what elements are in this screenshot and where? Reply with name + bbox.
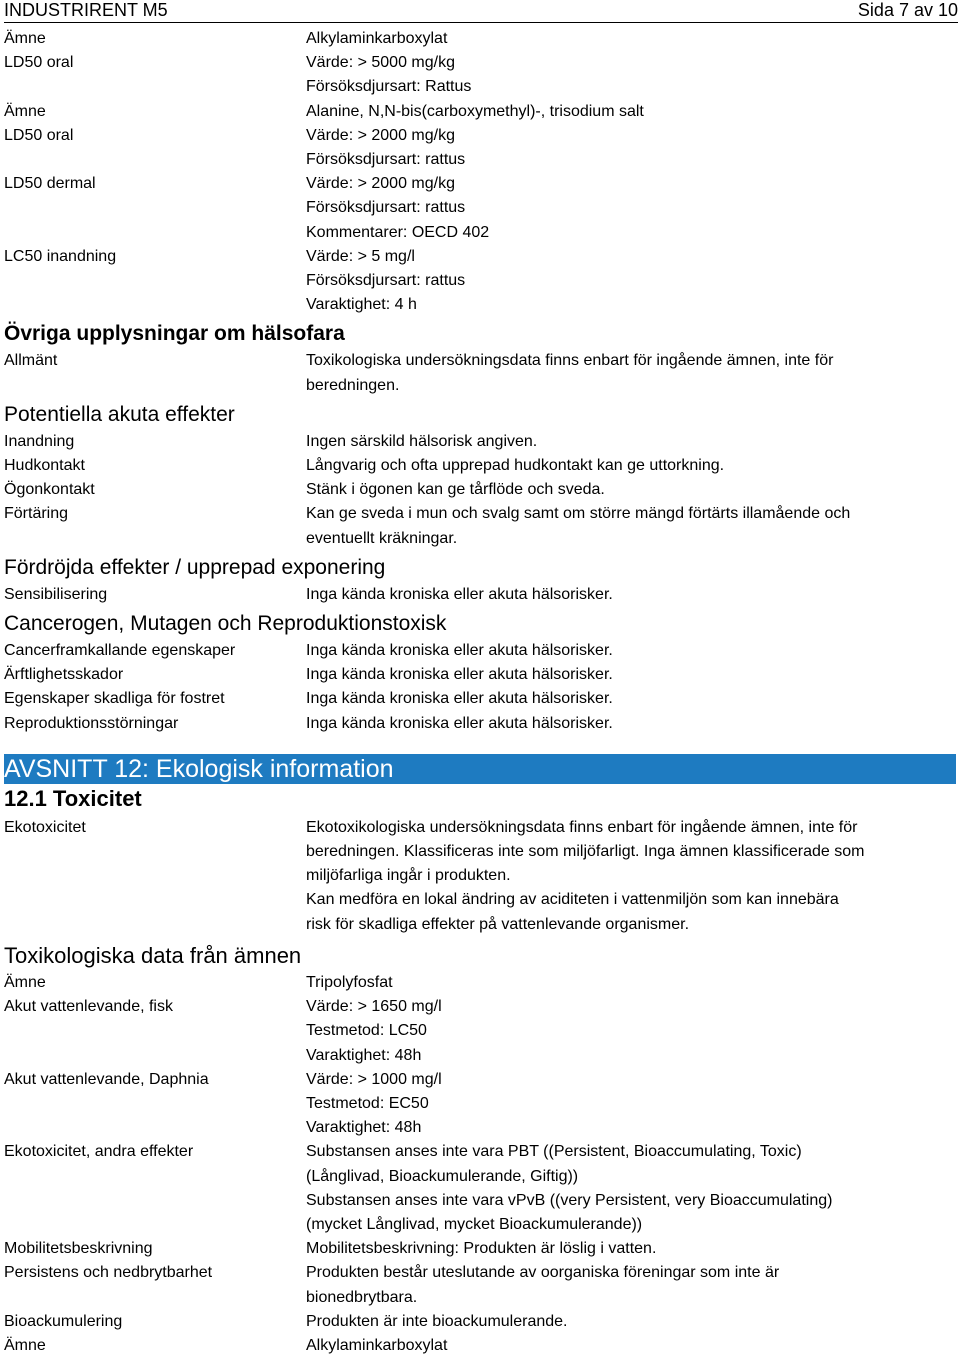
row-value xyxy=(306,245,956,318)
value-line: Toxikologiska undersökningsdata finns enbart för ingående ämnen, inte för xyxy=(306,352,834,370)
value-line: beredningen. Klassificeras inte som miljöfarligt. Inga ämnen klassificerade som xyxy=(306,843,865,861)
row-value xyxy=(306,583,956,607)
value-line: Ingen särskild hälsorisk angiven. xyxy=(306,432,538,450)
section-12-title: AVSNITT 12: Ekologisk information xyxy=(4,754,956,784)
data-row xyxy=(4,430,956,454)
value-line: Inga kända kroniska eller akuta hälsorisker. xyxy=(306,642,613,660)
value-line: Testmetod: EC50 xyxy=(306,1094,429,1112)
row-label: Akut vattenlevande, Daphnia xyxy=(4,1070,209,1088)
tox-data-heading: Toxikologiska data från ämnen xyxy=(4,942,302,968)
row-value xyxy=(306,663,956,687)
row-label: Ärftlighetsskador xyxy=(4,666,124,684)
value-line: Inga kända kroniska eller akuta hälsorisker. xyxy=(306,585,613,603)
product-name: INDUSTRIRENT M5 xyxy=(4,0,168,20)
row-value xyxy=(306,1310,956,1334)
value-line: Värde: > 1000 mg/l xyxy=(306,1070,442,1088)
row-value xyxy=(306,712,956,736)
value-line: Försöksdjursart: rattus xyxy=(306,199,466,217)
value-line: risk för skadliga effekter på vattenlevande organismer. xyxy=(306,915,690,933)
data-row xyxy=(4,349,956,397)
data-row xyxy=(4,687,956,711)
value-line: Varaktighet: 4 h xyxy=(306,296,417,314)
value-line: Alanine, N,N-bis(carboxymethyl)-, trisodium salt xyxy=(306,102,644,120)
row-label: Cancerframkallande egenskaper xyxy=(4,642,236,660)
row-value xyxy=(306,1068,956,1141)
value-line: Kan medföra en lokal ändring av aciditeten i vattenmiljön som kan innebära xyxy=(306,891,839,909)
value-line: (mycket Långlivad, mycket Bioackumulerande)) xyxy=(306,1215,643,1233)
value-line: Tripolyfosfat xyxy=(306,973,393,991)
value-line: Värde: > 2000 mg/kg xyxy=(306,126,455,144)
data-row xyxy=(4,51,956,99)
data-row xyxy=(4,478,956,502)
value-line: Varaktighet: 48h xyxy=(306,1046,422,1064)
value-line: Kommentarer: OECD 402 xyxy=(306,223,490,241)
row-label: Ekotoxicitet xyxy=(4,818,86,836)
data-row xyxy=(4,100,956,124)
data-row xyxy=(4,245,956,318)
data-row xyxy=(4,454,956,478)
ovriga-heading: Övriga upplysningar om hälsofara xyxy=(4,322,345,346)
row-label: LC50 inandning xyxy=(4,247,117,265)
akuta-rows xyxy=(4,430,956,551)
toxicitet-subheading: 12.1 Toxicitet xyxy=(4,785,142,811)
value-line: (Långlivad, Bioackumulerande, Giftig)) xyxy=(306,1167,579,1185)
value-line: Inga kända kroniska eller akuta hälsorisker. xyxy=(306,666,613,684)
row-label: LD50 oral xyxy=(4,126,74,144)
fordrojda-rows xyxy=(4,583,956,607)
row-label: Mobilitetsbeskrivning xyxy=(4,1240,153,1258)
row-value xyxy=(306,51,956,99)
row-label: Hudkontakt xyxy=(4,457,85,475)
ovriga-rows xyxy=(4,349,956,397)
row-value xyxy=(306,816,956,937)
value-line: Försöksdjursart: rattus xyxy=(306,272,466,290)
row-value xyxy=(306,1237,956,1261)
value-line: Inga kända kroniska eller akuta hälsorisker. xyxy=(306,714,613,732)
value-line: Långvarig och ofta upprepad hudkontakt kan ge uttorkning. xyxy=(306,457,725,475)
page-header xyxy=(4,0,958,23)
value-line: Inga kända kroniska eller akuta hälsorisker. xyxy=(306,690,613,708)
row-value xyxy=(306,349,956,397)
cancerogen-rows xyxy=(4,639,956,736)
value-line: Produkten är inte bioackumulerande. xyxy=(306,1312,568,1330)
row-label: Bioackumulering xyxy=(4,1312,123,1330)
value-line: beredningen. xyxy=(306,376,400,394)
row-value xyxy=(306,1140,956,1237)
data-row xyxy=(4,1334,956,1358)
value-line: Alkylaminkarboxylat xyxy=(306,1336,448,1354)
value-line: Värde: > 5000 mg/kg xyxy=(306,54,455,72)
value-line: Försöksdjursart: Rattus xyxy=(306,78,472,96)
fordrojda-heading: Fördröjda effekter / upprepad exponering xyxy=(4,555,386,579)
value-line: bionedbrytbara. xyxy=(306,1288,418,1306)
row-label: Inandning xyxy=(4,432,75,450)
row-label: Ämne xyxy=(4,973,46,991)
data-row xyxy=(4,712,956,736)
row-value xyxy=(306,502,956,550)
row-value xyxy=(306,454,956,478)
value-line: Substansen anses inte vara vPvB ((very Persistent, very Bioaccumulating) xyxy=(306,1191,833,1209)
row-label: Ämne xyxy=(4,30,46,47)
row-value xyxy=(306,27,956,51)
row-value xyxy=(306,100,956,124)
value-line: Stänk i ögonen kan ge tårflöde och sveda. xyxy=(306,481,605,499)
data-row xyxy=(4,663,956,687)
value-line: Testmetod: LC50 xyxy=(306,1022,427,1040)
value-line: eventuellt kräkningar. xyxy=(306,529,458,547)
row-value xyxy=(306,971,956,995)
data-row xyxy=(4,172,956,245)
data-row xyxy=(4,639,956,663)
data-row xyxy=(4,502,956,550)
cancerogen-heading: Cancerogen, Mutagen och Reproduktionstoxisk xyxy=(4,612,447,636)
value-line: Ekotoxikologiska undersökningsdata finns enbart för ingående ämnen, inte för xyxy=(306,818,858,836)
value-line: Försöksdjursart: rattus xyxy=(306,151,466,169)
row-value xyxy=(306,687,956,711)
value-line: Mobilitetsbeskrivning: Produkten är löslig i vatten. xyxy=(306,1240,657,1258)
row-label: Förtäring xyxy=(4,505,69,523)
row-label: Egenskaper skadliga för fostret xyxy=(4,690,225,708)
ekotoxicitet-rows xyxy=(4,816,956,937)
row-value xyxy=(306,1334,956,1358)
value-line: miljöfarliga ingår i produkten. xyxy=(306,867,511,885)
value-line: Värde: > 1650 mg/l xyxy=(306,998,442,1016)
tox-data-rows xyxy=(4,971,956,1358)
data-row xyxy=(4,1261,956,1309)
data-row xyxy=(4,816,956,937)
row-label: Allmänt xyxy=(4,352,58,370)
row-value xyxy=(306,995,956,1068)
row-value xyxy=(306,639,956,663)
row-label: LD50 oral xyxy=(4,54,74,72)
data-row xyxy=(4,1140,956,1237)
row-value xyxy=(306,430,956,454)
value-line: Substansen anses inte vara PBT ((Persistent, Bioaccumulating, Toxic) xyxy=(306,1143,802,1161)
row-value xyxy=(306,124,956,172)
value-line: Värde: > 5 mg/l xyxy=(306,247,415,265)
row-label: Ekotoxicitet, andra effekter xyxy=(4,1143,194,1161)
row-label: Akut vattenlevande, fisk xyxy=(4,998,173,1016)
row-value xyxy=(306,478,956,502)
document-body xyxy=(4,27,956,1358)
substance-toxicity-block xyxy=(4,27,956,317)
value-line: Värde: > 2000 mg/kg xyxy=(306,175,455,193)
row-label: Ämne xyxy=(4,102,46,120)
row-label: LD50 dermal xyxy=(4,175,96,193)
data-row xyxy=(4,583,956,607)
data-row xyxy=(4,1310,956,1334)
value-line: Alkylaminkarboxylat xyxy=(306,30,448,47)
data-row xyxy=(4,124,956,172)
data-row xyxy=(4,995,956,1068)
row-label: Persistens och nedbrytbarhet xyxy=(4,1264,213,1282)
value-line: Produkten består uteslutande av oorganiska föreningar som inte är xyxy=(306,1264,780,1282)
data-row xyxy=(4,971,956,995)
page-number: Sida 7 av 10 xyxy=(857,0,958,20)
row-label: Sensibilisering xyxy=(4,585,108,603)
row-label: Ögonkontakt xyxy=(4,481,95,499)
data-row xyxy=(4,1237,956,1261)
data-row xyxy=(4,1068,956,1141)
row-label: Reproduktionsstörningar xyxy=(4,714,179,732)
row-value xyxy=(306,1261,956,1309)
akuta-heading: Potentiella akuta effekter xyxy=(4,402,235,426)
value-line: Kan ge sveda i mun och svalg samt om större mängd förtärts illamående och xyxy=(306,505,851,523)
value-line: Varaktighet: 48h xyxy=(306,1119,422,1137)
row-label: Ämne xyxy=(4,1336,46,1354)
data-row xyxy=(4,27,956,51)
row-value xyxy=(306,172,956,245)
